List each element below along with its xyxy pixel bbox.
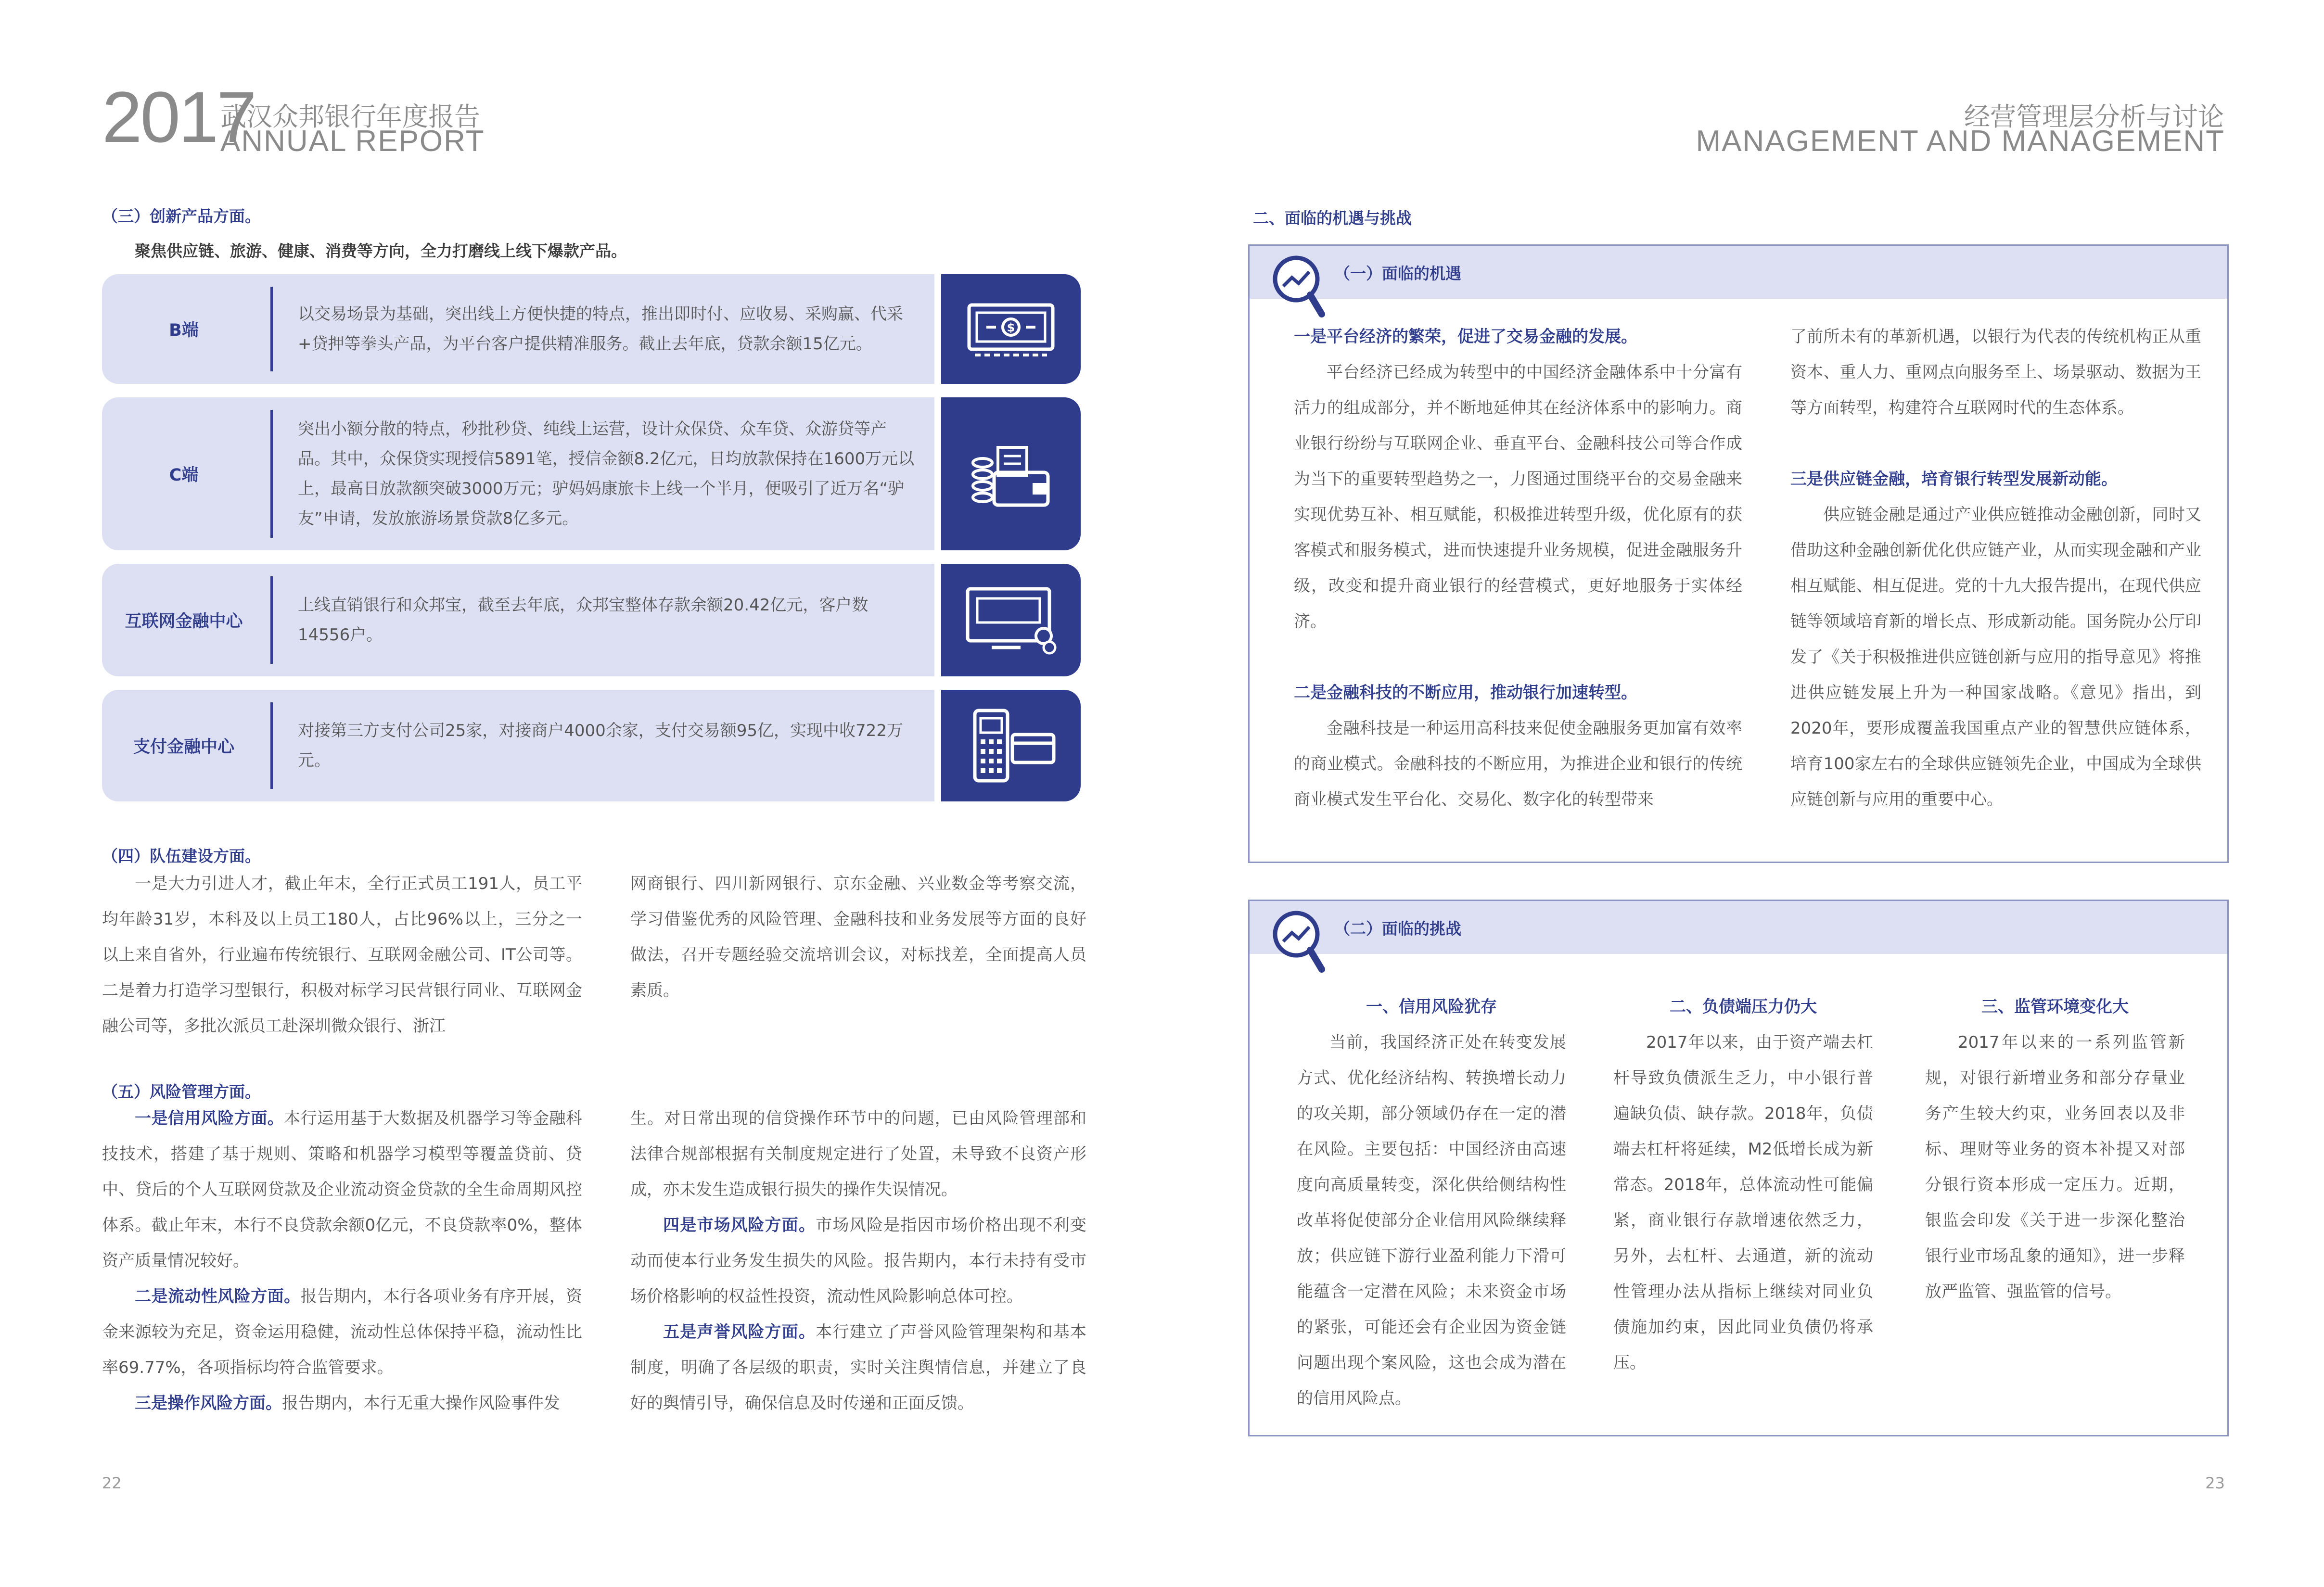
- challenges-box: [1248, 900, 2229, 1436]
- product-text: 以交易场景为基础，突出线上方便快捷的特点，推出即时付、应收易、采购赢、代采+贷押等拳头产品，为平台客户提供精准服务。截止去年底，贷款余额15亿元。: [298, 305, 903, 354]
- challenge-2-heading: 二、负债端压力仍大: [1670, 997, 1817, 1016]
- wallet-coins-icon: [941, 397, 1081, 550]
- operational-risk-text: 报告期内，本行无重大操作风险事件发: [282, 1394, 560, 1413]
- challenges-header: [1250, 901, 2227, 954]
- reputation-risk-text: 本行建立了声誉风险管理架构和基本制度，明确了各层级的职责，实时关注舆情信息，并建立了良好的舆情引导，确保信息及时传递和正面反馈。: [630, 1322, 1086, 1413]
- opportunities-title: （一）面临的机遇: [1334, 264, 1461, 283]
- product-label: 支付金融中心: [133, 737, 234, 757]
- team-heading: （四）队伍建设方面。: [102, 847, 261, 865]
- opportunity-3-text: 供应链金融是通过产业供应链推动金融创新，同时又借助这种金融创新优化供应链产业，从而实现金融和产业相互赋能、相互促进。党的十九大报告提出，在现代供应链等领域培育新的增长点、形成新动能。国务院办公厅印发了《关于积极推进供应链创新与应用的指导意见》将推进供应链发展上升为一种国家战略。《意见》指出，到2020年，要形成覆盖我国重点产业的智慧供应链体系，培育100家左右的全球供应链领先企业，中国成为全球供应链创新与应用的重要中心。: [1790, 505, 2201, 809]
- opportunity-3-heading: 三是供应链金融，培育银行转型发展新动能。: [1790, 470, 2118, 489]
- innovation-subheading: 聚焦供应链、旅游、健康、消费等方向，全力打磨线上线下爆款产品。: [135, 241, 627, 260]
- product-row-b: [102, 274, 934, 384]
- risk-column-left: [102, 1101, 582, 1421]
- innovation-heading: （三）创新产品方面。: [102, 207, 261, 226]
- section-title-en: MANAGEMENT AND MANAGEMENT: [1696, 125, 2225, 158]
- product-row-payment: [102, 690, 934, 801]
- challenge-column-2: [1613, 993, 1873, 1381]
- market-risk-text: 市场风险是指因市场价格出现不利变动而使本行业务发生损失的风险。报告期内，本行未持有受市场价格影响的权益性投资，流动性风险影响总体可控。: [630, 1216, 1086, 1306]
- team-paragraph-2: 网商银行、四川新网银行、京东金融、兴业数金等考察交流，学习借鉴优秀的风险管理、金融科技和业务发展等方面的良好做法，召开专题经验交流培训会议，对标找差，全面提高人员素质。: [630, 874, 1086, 1000]
- market-risk-paragraph: [630, 1207, 1086, 1314]
- market-risk-lead: 四是市场风险方面。: [663, 1216, 816, 1235]
- page-number-right: 23: [2205, 1474, 2225, 1492]
- svg-text:$: $: [1007, 321, 1015, 334]
- credit-risk-paragraph: [102, 1101, 582, 1279]
- product-row-internet: [102, 564, 934, 676]
- operational-risk-continued: 生。对日常出现的信贷操作环节中的问题，已由风险管理部和法律合规部根据有关制度规定进行了处置，未导致不良资产形成，亦未发生造成银行损失的操作失误情况。: [630, 1109, 1086, 1199]
- opportunity-2-text: 金融科技是一种运用高科技来促使金融服务更加富有效率的商业模式。金融科技的不断应用，为推进企业和银行的传统商业模式发生平台化、交易化、数字化的转型带来: [1294, 719, 1742, 809]
- opportunities-challenges-heading: 二、面临的机遇与挑战: [1253, 209, 1412, 228]
- operational-risk-lead: 三是操作风险方面。: [135, 1394, 282, 1413]
- report-title-cn: 武汉众邦银行年度报告: [220, 102, 480, 132]
- challenge-column-1: [1297, 993, 1566, 1416]
- divider: [270, 576, 273, 664]
- credit-risk-lead: 一是信用风险方面。: [135, 1109, 284, 1128]
- opportunity-1-text: 平台经济已经成为转型中的中国经济金融体系中十分富有活力的组成部分，并不断地延伸其在经济体系中的影响力。商业银行纷纷与互联网企业、垂直平台、金融科技公司等合作成为当下的重要转型趋势之一，力图通过围绕平台的交易金融来实现优势互补、相互赋能，积极推进转型升级，优化原有的获客模式和服务模式，进而快速提升业务规模，促进金融服务升级，改变和提升商业银行的经营模式，更好地服务于实体经济。: [1294, 363, 1742, 631]
- opportunities-column-right: [1790, 319, 2201, 817]
- divider: [270, 410, 273, 538]
- report-year: 2017: [102, 76, 255, 157]
- challenges-title: （二）面临的挑战: [1334, 919, 1461, 938]
- opportunity-1-heading: 一是平台经济的繁荣，促进了交易金融的发展。: [1294, 327, 1637, 346]
- magnifier-chart-icon: [1270, 908, 1328, 977]
- risk-heading: （五）风险管理方面。: [102, 1082, 261, 1101]
- reputation-risk-paragraph: [630, 1314, 1086, 1421]
- section-title-cn: 经营管理层分析与讨论: [1964, 102, 2224, 132]
- report-title-en: ANNUAL REPORT: [220, 125, 485, 158]
- liquidity-risk-paragraph: [102, 1279, 582, 1385]
- divider: [270, 287, 273, 371]
- product-text: 突出小额分散的特点，秒批秒贷、纯线上运营，设计众保贷、众车贷、众游贷等产品。其中，众保贷实现授信5891笔，授信金额8.2亿元，日均放款保持在1600万元以上，最高日放款额突破3000万元；驴妈妈康旅卡上线一个半月，便吸引了近万名“驴友”申请，发放旅游场景贷款8亿多元。: [298, 419, 915, 528]
- opportunity-2-continued: 了前所未有的革新机遇，以银行为代表的传统机构正从重资本、重人力、重网点向服务至上、场景驱动、数据为王等方面转型，构建符合互联网时代的生态体系。: [1790, 327, 2201, 418]
- liquidity-risk-text: 报告期内，本行各项业务有序开展，资金来源较为充足，资金运用稳健，流动性总体保持平稳，流动性比率69.77%，各项指标均符合监管要求。: [102, 1287, 583, 1377]
- divider: [270, 702, 273, 789]
- product-label: C端: [169, 466, 199, 485]
- monitor-icon: [941, 564, 1081, 676]
- challenge-1-heading: 一、信用风险犹存: [1366, 997, 1497, 1016]
- liquidity-risk-lead: 二是流动性风险方面。: [135, 1287, 301, 1306]
- challenge-3-heading: 三、监管环境变化大: [1981, 997, 2129, 1016]
- opportunities-column-left: [1294, 319, 1742, 817]
- opportunities-header: [1250, 246, 2227, 299]
- product-text: 对接第三方支付公司25家，对接商户4000余家，支付交易额95亿，实现中收722万元。: [298, 721, 903, 770]
- page-number-left: 22: [102, 1474, 122, 1492]
- opportunity-2-heading: 二是金融科技的不断应用，推动银行加速转型。: [1294, 683, 1637, 702]
- product-row-c: [102, 397, 934, 550]
- challenge-1-text: 当前，我国经济正处在转变发展方式、优化经济结构、转换增长动力的攻关期，部分领域仍存在一定的潜在风险。主要包括：中国经济由高速度向高质量转变，深化供给侧结构性改革将促使部分企业信用风险继续释放；供应链下游行业盈利能力下滑可能蕴含一定潜在风险；未来资金市场的紧张，可能还会有企业因为资金链问题出现个案风险，这也会成为潜在的信用风险点。: [1297, 1033, 1566, 1408]
- opportunities-box: [1248, 244, 2229, 863]
- product-label: 互联网金融中心: [125, 612, 243, 631]
- pos-terminal-icon: [941, 690, 1081, 801]
- product-text: 上线直销银行和众邦宝，截至去年底，众邦宝整体存款余额20.42亿元，客户数14556户。: [298, 596, 868, 645]
- banknote-icon: [941, 274, 1081, 384]
- credit-risk-text: 本行运用基于大数据及机器学习等金融科技技术，搭建了基于规则、策略和机器学习模型等覆盖贷前、贷中、贷后的个人互联网贷款及企业流动资金贷款的全生命周期风控体系。截止年末，本行不良贷款余额0亿元，不良贷款率0%，整体资产质量情况较好。: [102, 1109, 583, 1270]
- product-label: B端: [169, 321, 199, 340]
- team-paragraph-1: 一是大力引进人才，截止年末，全行正式员工191人，员工平均年龄31岁，本科及以上员工180人，占比96%以上，三分之一以上来自省外，行业遍布传统银行、互联网金融公司、IT公司等。二是着力打造学习型银行，积极对标学习民营银行同业、互联网金融公司等，多批次派员工赴深圳微众银行、浙江: [102, 874, 582, 1036]
- magnifier-chart-icon: [1270, 253, 1328, 322]
- operational-risk-paragraph: [102, 1385, 582, 1421]
- challenge-2-text: 2017年以来，由于资产端去杠杆导致负债派生乏力，中小银行普遍缺负债、缺存款。2018年，负债端去杠杆将延续，M2低增长成为新常态。2018年，总体流动性可能偏紧，商业银行存款增速依然乏力，另外，去杠杆、去通道，新的流动性管理办法从指标上继续对同业负债施加约束，因此同业负债仍将承压。: [1613, 1033, 1873, 1372]
- challenge-column-3: [1925, 993, 2185, 1309]
- risk-column-right: [630, 1101, 1086, 1421]
- reputation-risk-lead: 五是声誉风险方面。: [663, 1322, 816, 1342]
- challenge-3-text: 2017年以来的一系列监管新规，对银行新增业务和部分存量业务产生较大约束，业务回表以及非标、理财等业务的资本补提又对部分银行资本形成一定压力。近期，银监会印发《关于进一步深化整治银行业市场乱象的通知》，进一步释放严监管、强监管的信号。: [1925, 1033, 2185, 1301]
